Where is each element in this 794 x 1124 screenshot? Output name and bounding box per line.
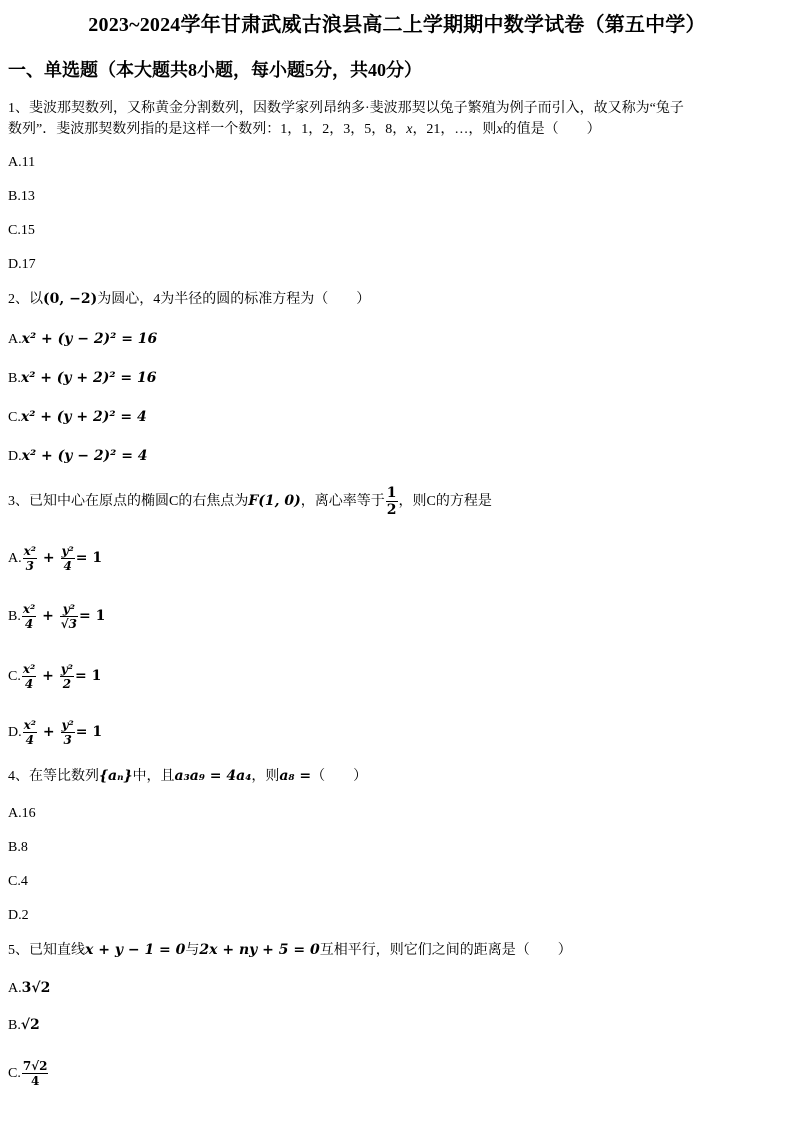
equation-rhs: = 1 [74, 668, 102, 684]
fraction-numerator: 7√2 [22, 1059, 48, 1074]
fraction-numerator: y² [60, 662, 73, 677]
question-5-option-a [8, 978, 50, 999]
question-2-text: 2、以 [8, 292, 43, 307]
option-label: C. [8, 410, 21, 425]
question-1-line-1: 1、斐波那契数列，又称黄金分割数列，因数学家列昂纳多·斐波那契以兔子繁殖为例子而引入，故又称为“兔子 [8, 101, 684, 116]
circle-center: (0, −2) [43, 291, 98, 307]
fraction-numerator: y² [60, 602, 78, 617]
equation: x² + (y − 2)² = 4 [21, 448, 148, 464]
question-1-option-b: B.13 [8, 189, 35, 204]
fraction [23, 718, 37, 747]
fraction [60, 662, 74, 691]
fraction-denominator: 4 [24, 677, 34, 692]
question-2 [8, 289, 786, 310]
fraction-denominator: 4 [30, 1074, 40, 1089]
option-label: D. [8, 725, 22, 740]
equation: x² + (y + 2)² = 4 [20, 409, 147, 425]
question-4-text: 中，且 [132, 769, 175, 784]
fraction-numerator: x² [22, 602, 36, 617]
option-label: B. [8, 371, 21, 386]
exam-title: 2023~2024学年甘肃武威古浪县高二上学期期中数学试卷（第五中学） [88, 14, 706, 36]
fraction [22, 1059, 49, 1088]
option-label: B. [8, 609, 21, 624]
fraction [61, 544, 75, 573]
question-3-text: ，则C的方程是 [398, 494, 492, 509]
question-4 [8, 766, 786, 787]
fraction-numerator: 1 [386, 485, 397, 502]
question-4-option-c: C.4 [8, 874, 28, 889]
fraction [22, 602, 36, 631]
eccentricity-fraction [386, 485, 398, 518]
question-4-text: （ ） [311, 769, 368, 784]
fraction-numerator: y² [61, 718, 74, 733]
option-label: A. [8, 332, 22, 347]
fraction [22, 662, 36, 691]
question-2-option-a [8, 329, 157, 350]
equation: x² + (y − 2)² = 16 [21, 331, 158, 347]
fraction-numerator: x² [23, 718, 37, 733]
question-2-option-b [8, 368, 157, 389]
option-label: D. [8, 449, 22, 464]
fraction-denominator: 4 [25, 733, 35, 748]
fraction [23, 544, 37, 573]
question-3-option-a: A. $\frac{\text{x²}}{3}$ + $\frac{\text{y²}}{4}$ = 1 [8, 544, 103, 574]
fraction-denominator: √3 [60, 617, 77, 632]
section-heading: 一、单选题（本大题共8小题，每小题5分，共40分） [8, 60, 422, 80]
question-4-text: 4、在等比数列 [8, 769, 99, 784]
condition: a₃a₉ = 4a₄ [174, 768, 252, 784]
question-5-option-b [8, 1015, 40, 1036]
fraction-denominator: 4 [63, 559, 72, 574]
option-label: C. [8, 669, 21, 684]
question-5-text: 5、已知直线 [8, 943, 85, 958]
question-2-option-c [8, 407, 147, 428]
fraction-denominator: 3 [25, 559, 35, 574]
question-3 [8, 483, 786, 520]
question-4-option-b: B.8 [8, 840, 28, 855]
question-3-option-d: D. $\frac{\text{x²}}{4}$ + $\frac{\text{y²}}{3}$ = 1 [8, 718, 103, 748]
question-5-text: 互相平行，则它们之间的距离是（ ） [319, 943, 572, 958]
equation-rhs: = 1 [79, 608, 106, 624]
question-4-text: ，则 [251, 769, 280, 784]
fraction [60, 602, 78, 631]
equation: x² + (y + 2)² = 16 [20, 370, 157, 386]
question-1-option-c: C.15 [8, 223, 35, 238]
answer-value: √2 [20, 1017, 40, 1033]
question-1-line-2 [8, 119, 786, 140]
question-3-text: 3、已知中心在原点的椭圆C的右焦点为 [8, 494, 249, 509]
fraction-denominator: 2 [62, 677, 72, 692]
question-2-text: 为圆心，4为半径的圆的标准方程为（ ） [97, 292, 371, 307]
target-term: a₈ = [279, 768, 312, 784]
question-3-text: ，离心率等于 [300, 494, 385, 509]
question-4-option-a: A.16 [8, 806, 36, 821]
option-label: A. [8, 981, 22, 996]
option-label: B. [8, 1018, 21, 1033]
fraction-numerator: x² [22, 662, 36, 677]
line-equation: x + y − 1 = 0 [85, 942, 186, 958]
fraction-numerator: x² [23, 544, 37, 559]
option-label: C. [8, 1066, 21, 1081]
fraction-denominator: 3 [63, 733, 72, 748]
question-5 [8, 940, 786, 961]
question-3-option-b: B. $\frac{\text{x²}}{4}$ + $\frac{\text{y²}}{√3}$ = 1 [8, 602, 106, 632]
fraction [61, 718, 75, 747]
variable-x: x [496, 122, 503, 137]
question-4-option-d: D.2 [8, 908, 29, 923]
question-1 [8, 98, 786, 140]
question-3-option-c: C. $\frac{\text{x²}}{4}$ + $\frac{\text{y²}}{2}$ = 1 [8, 662, 102, 692]
question-5-option-c [8, 1054, 49, 1094]
option-label: A. [8, 551, 22, 566]
sequence: {aₙ} [99, 768, 133, 784]
fraction-denominator: 2 [386, 502, 397, 519]
focus-point: F(1, 0) [248, 493, 301, 509]
question-2-option-d [8, 446, 148, 467]
fraction-denominator: 4 [24, 617, 34, 632]
question-1-text: 数列”．斐波那契数列指的是这样一个数列：1，1，2，3，5，8， [8, 122, 407, 137]
question-5-text: 与 [185, 943, 200, 958]
answer-value: 3√2 [21, 980, 51, 996]
question-1-option-a: A.11 [8, 155, 36, 170]
equation-rhs: = 1 [75, 550, 103, 566]
question-1-option-d: D.17 [8, 257, 36, 272]
fraction-numerator: y² [61, 544, 74, 559]
equation-rhs: = 1 [75, 724, 103, 740]
variable-x: x [406, 122, 413, 137]
line-equation: 2x + ny + 5 = 0 [199, 942, 320, 958]
question-1-text: ，21，…，则 [412, 122, 497, 137]
question-1-text: 的值是（ ） [502, 122, 601, 137]
